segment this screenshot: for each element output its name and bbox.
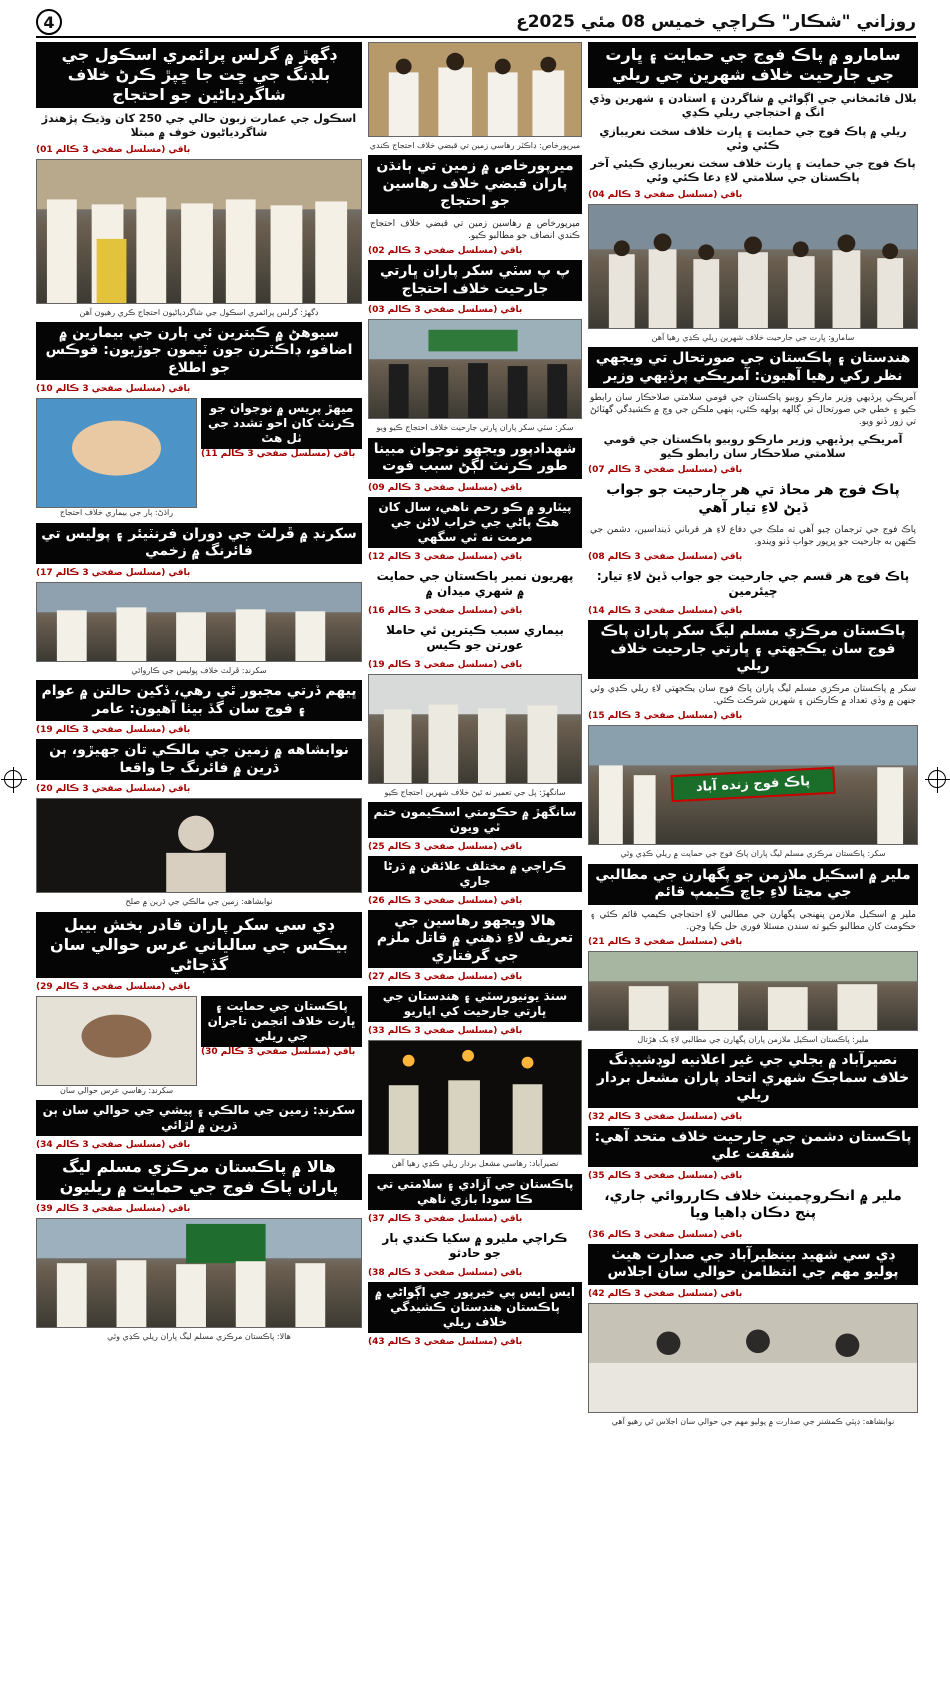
page-number: 4 <box>36 9 62 35</box>
news-photo <box>368 42 582 137</box>
photo-caption: نصيرآباد: رهاسي مشعل بردار ريلي ڪڍي رهيا آهن <box>391 1159 559 1169</box>
headline: هالا ۾ پاڪستان مرڪزي مسلم ليگ پاران پاڪ فوج جي حمايت ۾ ريليون <box>36 1154 362 1200</box>
headline: ملير ۾ انڪروچمينٽ خلاف ڪارروائي جاري، پنج دڪان ڊاهيا ويا <box>604 1187 902 1222</box>
left-column <box>36 42 362 1682</box>
headline: ڊي سي شهيد بينظيرآباد جي صدارت هيٺ پوليو مهم جي انتظامن حوالي سان اجلاس <box>588 1244 918 1285</box>
rally-banner: پاڪ فوج زنده آباد <box>670 767 835 803</box>
continued-note: باقي (مسلسل صفحي 3 ڪالم 39) <box>36 1204 191 1215</box>
registration-mark-left <box>4 770 22 788</box>
news-photo <box>588 204 918 329</box>
continued-note: باقي (مسلسل صفحي 3 ڪالم 10) <box>36 384 191 395</box>
news-photo <box>368 319 582 419</box>
masthead <box>36 8 916 38</box>
headline: سنڌ يونيورسٽي ۽ هندستان جي ڀارتي جارحيت کي اڀاريو <box>368 986 582 1022</box>
subheadline: پاڪ فوج جي حمايت ۽ ڀارت خلاف سخت نعريبازي ڪيئي آخر پاڪستان جي سلامتي لاءِ دعا ڪئي وئي <box>590 157 916 185</box>
photo-caption: نوابشاهه: زمين جي مالڪي جي ڌرين ۾ صلح <box>125 897 273 907</box>
continued-note: باقي (مسلسل صفحي 3 ڪالم 16) <box>368 605 523 616</box>
continued-note: باقي (مسلسل صفحي 3 ڪالم 14) <box>588 606 743 617</box>
headline: نوابشاهه ۾ زمين جي مالڪي تان جهيڙو، ٻن ڌرين ۾ فائرنگ جا واقعا <box>36 739 362 780</box>
article-body: ملير ۾ اسڪيل ملازمن پنهنجي پگهارن جي مطالبي لاءِ احتجاجي ڪيمپ قائم ڪئي ۽ حڪومت کان مطالبو ڪيو ته سندن مسئلا فوري حل ڪيا وڃن. <box>590 909 916 932</box>
continued-note: باقي (مسلسل صفحي 3 ڪالم 17) <box>36 567 191 578</box>
continued-note: باقي (مسلسل صفحي 3 ڪالم 38) <box>368 1267 523 1278</box>
continued-note: باقي (مسلسل صفحي 3 ڪالم 29) <box>36 981 191 992</box>
article-body: سکر ۾ پاڪستان مرڪزي مسلم ليگ پاران پاڪ فوج سان يڪجهتي لاءِ ريلي ڪڍي وئي جنهن ۾ وڏي تعداد ۾ ڪارڪنن ۽ شهرين شرڪت ڪئي. <box>590 683 916 707</box>
continued-note: باقي (مسلسل صفحي 3 ڪالم 20) <box>36 784 191 795</box>
news-photo <box>36 1218 362 1328</box>
headline: پاڪستان جي آزادي ۽ سلامتي تي ڪا سودا بازي ناهي <box>368 1174 582 1210</box>
headline: سکرنڊ ۾ ڦرلٽ جي دوران فرنٽيئر ۽ پوليس تي فائرنگ ۾ زخمي <box>36 523 362 564</box>
headline: ڪراچي مليرو ۾ سکيا ڪندي ٻار جو حادثو <box>382 1230 568 1260</box>
news-photo <box>368 1040 582 1155</box>
headline: ڊي سي سکر پاران قادر بخش بيبل بيڪس جي سالياني عرس حوالي سان گڏجاڻي <box>36 912 362 978</box>
headline: ميهڙ پريس ۾ نوجوان جو ڪرنٽ کان احو تشدد جي ٺل هٿ <box>201 398 362 449</box>
headline: سانگهڙ ۾ حڪومتي اسڪيمون ختم ٿي ويون <box>368 802 582 838</box>
headline: ايس ايس پي خيرپور جي اڳواڻي ۾ پاڪستان هندستان ڪشيدگي خلاف ريلي <box>368 1282 582 1333</box>
article-body: ميرپورخاص ۾ رهاسين زمين تي قبضي خلاف احتجاج ڪندي انصاف جو مطالبو ڪيو. <box>370 218 580 242</box>
photo-caption: سکرنڊ: رهاسي عرس حوالي سان <box>59 1085 174 1095</box>
continued-note: باقي (مسلسل صفحي 3 ڪالم 03) <box>368 305 523 316</box>
news-photo <box>588 951 918 1031</box>
continued-note: باقي (مسلسل صفحي 3 ڪالم 27) <box>368 972 523 983</box>
middle-column <box>368 42 582 1682</box>
photo-caption: هالا: پاڪستان مرڪزي مسلم ليگ پاران ريلي ڪڍي وئي <box>107 1332 291 1342</box>
article-body: آمريڪي پرڏيهي وزير مارڪو روبيو پاڪستان جي قومي سلامتي صلاحڪار سان رابطو ڪيو ۽ خطي جي صورتحال تي ڳالهه ٻولهه ڪئي، ٻنهي ملڪن جي وچ ۾ ڪشيدگي گهٽائڻ تي زور ڏنو ويو. <box>590 393 916 428</box>
continued-note: باقي (مسلسل صفحي 3 ڪالم 07) <box>588 465 743 476</box>
subheadline: آمريڪي پرڏيهي وزير مارڪو روبيو پاڪستان جي قومي سلامتي صلاحڪار سان رابطو ڪيو <box>603 432 903 460</box>
headline: پيٽارو ۾ ڪو رحم ناهي، سال کان هڪ پاڻي جي خراب لائن جي مرمت نه ٿي سگهي <box>368 497 582 548</box>
continued-note: باقي (مسلسل صفحي 3 ڪالم 21) <box>588 936 743 947</box>
continued-note: باقي (مسلسل صفحي 3 ڪالم 08) <box>588 552 743 563</box>
article-body: پاڪ فوج جي ترجمان چيو آهي ته ملڪ جي دفاع لاءِ هر قرباني ڏينداسين، دشمن جي ڪنهن به جارحيت جو ڀرپور جواب ڏنو ويندو. <box>590 525 916 548</box>
subheadline: اسڪول جي عمارت زبون حالي جي 250 کان وڌيڪ پڙهندڙ شاگردياڻيون خوف ۾ مبتلا <box>41 112 357 140</box>
continued-note: باقي (مسلسل صفحي 3 ڪالم 32) <box>588 1111 743 1122</box>
headline: ڊگهڙ ۾ گرلس پرائمري اسڪول جي بلڊنگ جي ڇت جا ڇپڙ ڪرڻ خلاف شاگردياڻين جو احتجاج <box>36 42 362 108</box>
headline: ڪراچي ۾ مختلف علائقن ۾ ڌرڻا جاري <box>368 856 582 892</box>
subheadline: ريلي ۾ پاڪ فوج جي حمايت ۽ ڀارت خلاف سخت نعريبازي ڪئي وئي <box>599 124 907 152</box>
continued-note: باقي (مسلسل صفحي 3 ڪالم 35) <box>588 1170 743 1181</box>
continued-note: باقي (مسلسل صفحي 3 ڪالم 19) <box>368 659 523 670</box>
headline: نصيرآباد ۾ بجلي جي غير اعلانيه لوڊشيڊنگ خلاف سماجڪ شهري اتحاد پاران مشعل بردار ريلي <box>588 1049 918 1108</box>
headline: شهدادپور ويجهو نوجوان مبينا طور ڪرنٽ لڳڻ سبب فوت <box>368 438 582 479</box>
continued-note: باقي (مسلسل صفحي 3 ڪالم 25) <box>368 841 523 852</box>
news-photo <box>588 725 918 845</box>
photo-caption: راڌڻ: ٻار جي بيماري خلاف احتجاج <box>59 508 174 518</box>
headline: بيماري سبب ڪيترين ئي حاملا عورتن جو ڪيس <box>386 622 564 652</box>
continued-note: باقي (مسلسل صفحي 3 ڪالم 09) <box>368 482 523 493</box>
continued-note: باقي (مسلسل صفحي 3 ڪالم 02) <box>368 246 523 257</box>
news-photo <box>36 159 362 304</box>
headline: سامارو ۾ پاڪ فوج جي حمايت ۽ ڀارت جي جارحيت خلاف شهرين جي ريلي <box>588 42 918 88</box>
news-photo <box>36 996 197 1086</box>
headline: پاڪستان جي حمايت ۽ ڀارت خلاف انجمن تاجران جي ريلي <box>201 996 362 1047</box>
photo-caption: ملير: پاڪستان اسڪيل ملازمن پاران پگهارن جي مطالبي لاءِ بک هڙتال <box>637 1034 869 1044</box>
headline: هندستان ۽ پاڪستان جي صورتحال تي ويجهي نظر رکي رهيا آهيون: آمريڪي پرڏيهي وزير <box>588 347 918 388</box>
continued-note: باقي (مسلسل صفحي 3 ڪالم 01) <box>36 144 191 155</box>
headline: پهريون نمبر پاڪستان جي حمايت ۾ شهري ميدان ۾ <box>376 568 574 598</box>
headline: ڀيهم ڏرتي مجبور ٿي رهي، ڏکين حالتن ۾ عوام ۽ فوج سان گڏ بيٺا آهيون: عامر <box>36 680 362 721</box>
news-photo <box>36 798 362 893</box>
newspaper-title-date: روزاني "شڪار" ڪراچي خميس 08 مئي 2025ع <box>516 12 916 32</box>
continued-note: باقي (مسلسل صفحي 3 ڪالم 43) <box>368 1336 523 1347</box>
continued-note: باقي (مسلسل صفحي 3 ڪالم 26) <box>368 895 523 906</box>
headline: پاڪستان مرڪزي مسلم ليگ سکر پاران پاڪ فوج سان يڪجهتي ۽ ڀارتي جارحيت خلاف ريلي <box>588 620 918 679</box>
registration-mark-right <box>928 770 946 788</box>
continued-note: باقي (مسلسل صفحي 3 ڪالم 30) <box>201 1046 356 1057</box>
continued-note: باقي (مسلسل صفحي 3 ڪالم 11) <box>201 449 356 460</box>
headline: سکرنڊ: زمين جي مالڪي ۽ پيشي جي حوالي سان ٻن ڌرين ۾ لڙائي <box>36 1100 362 1136</box>
photo-caption: سکر: پاڪستان مرڪزي مسلم ليگ پاران پاڪ فوج جي حمايت ۾ ريلي ڪڍي وئي <box>620 849 886 859</box>
headline: پاڪ فوج هر محاذ تي هر جارحيت جو جواب ڏيڻ لاءِ تيار آهي <box>606 482 900 516</box>
photo-caption: سامارو: ڀارت جي جارحيت خلاف شهرين ريلي ڪڍي رهيا آهن <box>651 332 855 342</box>
continued-note: باقي (مسلسل صفحي 3 ڪالم 33) <box>368 1026 523 1037</box>
photo-caption: ميرپورخاص: ڊاڪٽر رهاسي زمين تي قبضي خلاف احتجاج ڪندي <box>369 141 581 150</box>
headline: پاڪ فوج هر قسم جي جارحيت جو جواب ڏيڻ لاءِ تيار: چيئرمين <box>596 569 910 599</box>
continued-note: باقي (مسلسل صفحي 3 ڪالم 34) <box>36 1140 191 1151</box>
news-photo <box>368 674 582 784</box>
headline: سيوهڻ ۾ ڪيترين ئي ٻارن جي بيمارين ۾ اضافو، ڊاڪٽرن جون ٽيمون جوڙيون: فوڪس جو اطلاع <box>36 322 362 381</box>
right-column <box>588 42 918 1682</box>
news-photo <box>36 582 362 662</box>
continued-note: باقي (مسلسل صفحي 3 ڪالم 37) <box>368 1213 523 1224</box>
continued-note: باقي (مسلسل صفحي 3 ڪالم 36) <box>588 1229 743 1240</box>
news-photo <box>588 1303 918 1413</box>
continued-note: باقي (مسلسل صفحي 3 ڪالم 12) <box>368 551 523 562</box>
photo-caption: سکر: سٽي سکر پاران ڀارتي جارحيت خلاف احتجاج ڪيو ويو <box>376 423 574 433</box>
headline: پ پ سٽي سکر پاران ڀارتي جارحيت خلاف احتجاج <box>368 260 582 301</box>
subheadline: بلال قائمخاني جي اڳواڻي ۾ شاگردن ۽ استادن ۽ شهرين وڏي انگ ۾ احتجاجي ريلي ڪڍي <box>589 92 917 120</box>
headline: پاڪستان دشمن جي جارحيت خلاف متحد آهي: شفقت علي <box>588 1126 918 1167</box>
continued-note: باقي (مسلسل صفحي 3 ڪالم 04) <box>588 189 743 200</box>
headline: ميرپورخاص ۾ زمين تي ٻانڌن پاران قبضي خلاف رهاسين جو احتجاج <box>368 155 582 214</box>
photo-caption: نوابشاهه: ڊپٽي ڪمشنر جي صدارت ۾ پوليو مهم جي حوالي سان اجلاس ٿي رهيو آهي <box>611 1416 895 1426</box>
news-photo <box>36 398 197 508</box>
photo-caption: سانگهڙ: پل جي تعمير نه ٿيڻ خلاف شهرين احتجاج ڪيو <box>384 787 566 797</box>
photo-caption: سکرنڊ: ڦرلٽ خلاف پوليس جي ڪاروائي <box>131 665 267 675</box>
continued-note: باقي (مسلسل صفحي 3 ڪالم 42) <box>588 1288 743 1299</box>
headline: ملير ۾ اسڪيل ملازمن جو پگهارن جي مطالبي جي مڃتا لاءِ جاچ ڪيمپ قائم <box>588 864 918 905</box>
headline: هالا ويجهو رهاسين جي تعريف لاءِ ذهني ۾ قاتل ملزم جي گرفتاري <box>368 910 582 969</box>
continued-note: باقي (مسلسل صفحي 3 ڪالم 15) <box>588 711 743 722</box>
continued-note: باقي (مسلسل صفحي 3 ڪالم 19) <box>36 725 191 736</box>
photo-caption: ڊگهڙ: گرلس پرائمري اسڪول جي شاگردياڻيون احتجاج ڪري رهيون آهن <box>79 307 319 317</box>
